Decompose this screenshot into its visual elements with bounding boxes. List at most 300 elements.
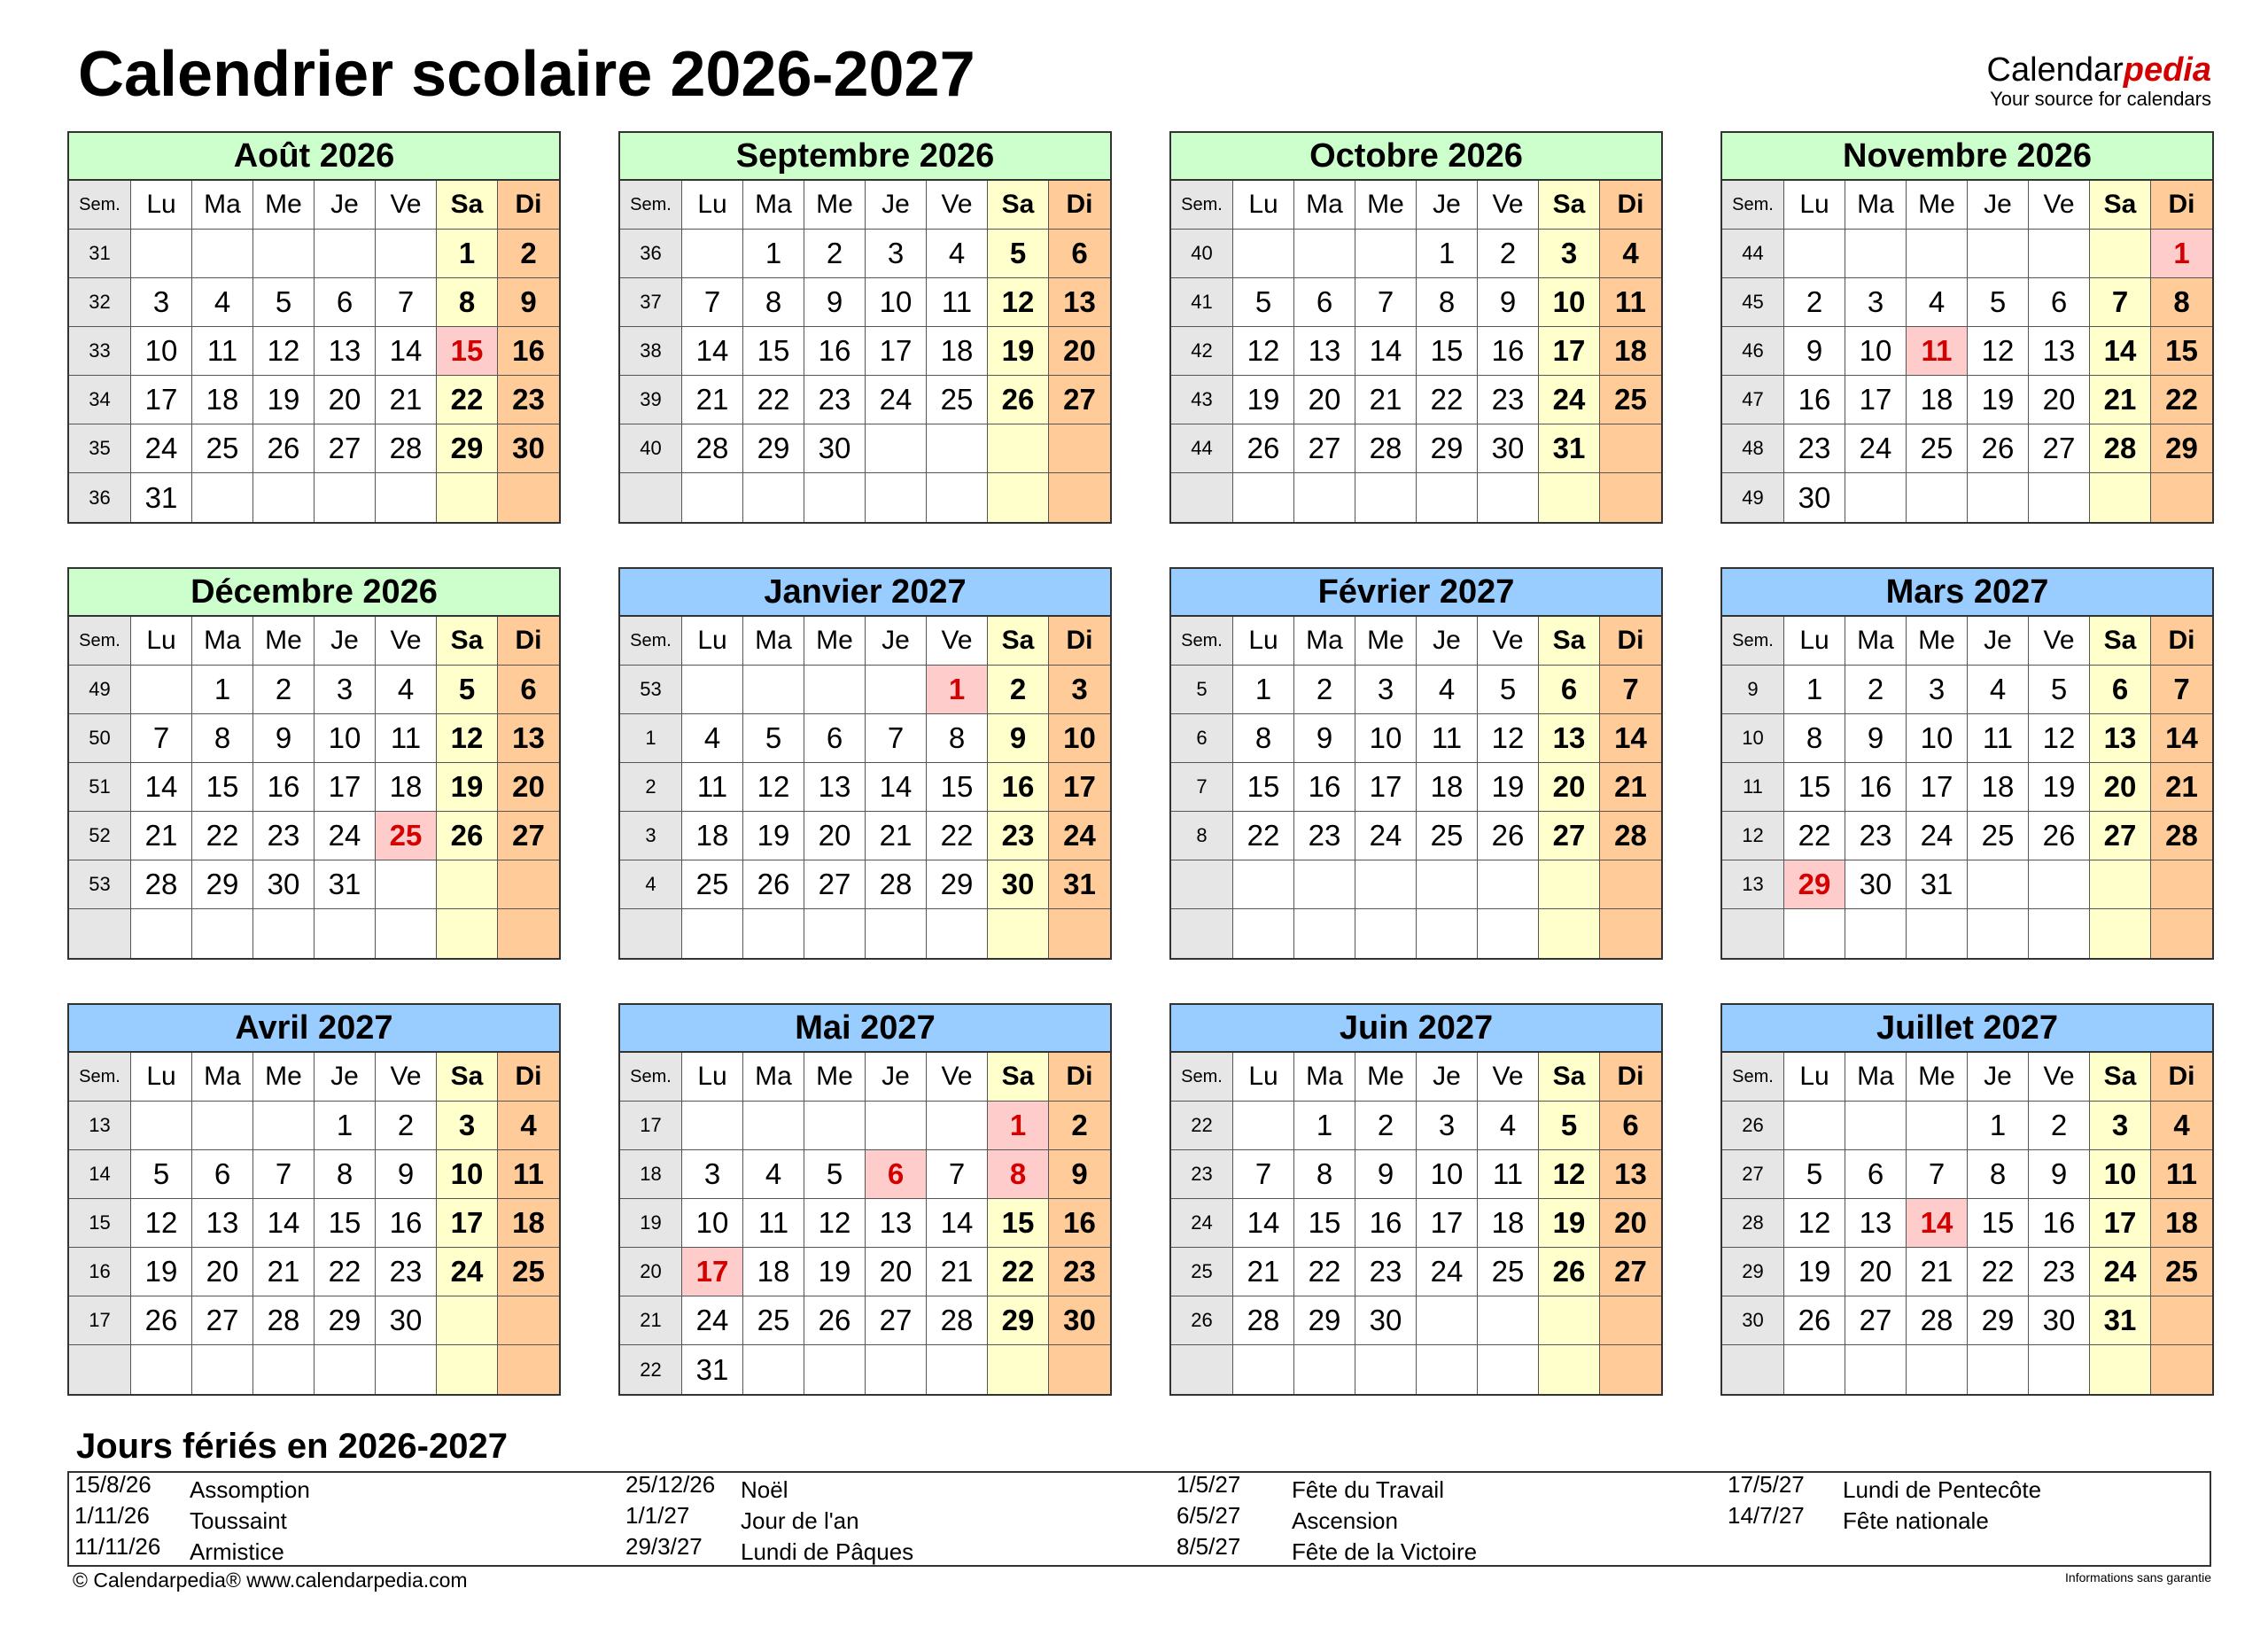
weekday-header: Lu	[1233, 1053, 1294, 1102]
day-cell	[253, 1102, 315, 1150]
day-cell: 3	[437, 1102, 498, 1150]
day-cell	[437, 909, 498, 958]
day-cell: 19	[437, 763, 498, 812]
day-cell: 25	[682, 860, 743, 909]
day-cell: 29	[988, 1296, 1049, 1345]
weekday-header: Di	[2151, 1053, 2212, 1102]
day-cell: 8	[1968, 1150, 2029, 1199]
day-cell	[1355, 1345, 1417, 1394]
day-cell: 19	[804, 1248, 866, 1296]
month-grid	[69, 181, 559, 522]
weekday-header: Lu	[682, 617, 743, 666]
day-cell	[804, 1345, 866, 1394]
weekday-header: Di	[1600, 1053, 1661, 1102]
month-title: Mai 2027	[620, 1005, 1110, 1053]
day-cell: 1	[1968, 1102, 2029, 1150]
day-cell: 13	[2090, 714, 2151, 763]
day-cell: 15	[192, 763, 253, 812]
day-cell	[1907, 909, 1968, 958]
day-cell: 14	[682, 327, 743, 376]
holiday-row	[1722, 1473, 2254, 1504]
holidays-column	[1722, 1473, 2254, 1535]
day-cell: 19	[1233, 376, 1294, 424]
day-cell: 13	[315, 327, 376, 376]
day-cell: 21	[2090, 376, 2151, 424]
day-cell: 2	[988, 666, 1049, 714]
day-cell: 5	[253, 278, 315, 327]
month-calendar	[618, 131, 1112, 524]
month-title: Avril 2027	[69, 1005, 559, 1053]
weekday-header: Di	[2151, 617, 2212, 666]
weekday-header: Sa	[988, 1053, 1049, 1102]
month-calendar	[67, 131, 561, 524]
day-cell: 1	[1784, 666, 1845, 714]
day-cell: 19	[2029, 763, 2090, 812]
day-cell: 22	[743, 376, 804, 424]
day-cell: 21	[253, 1248, 315, 1296]
holiday-day-cell: 8	[988, 1150, 1049, 1199]
day-cell	[682, 909, 743, 958]
day-cell: 5	[1968, 278, 2029, 327]
holiday-day-cell: 1	[927, 666, 988, 714]
week-number: 26	[1171, 1296, 1233, 1345]
day-cell: 2	[498, 230, 559, 278]
day-cell: 26	[743, 860, 804, 909]
day-cell: 2	[1294, 666, 1355, 714]
weekday-header: Di	[1600, 181, 1661, 230]
weekday-header: Ve	[1478, 1053, 1539, 1102]
day-cell	[1968, 230, 2029, 278]
holiday-name: Armistice	[190, 1538, 284, 1565]
holiday-day-cell: 14	[1907, 1199, 1968, 1248]
day-cell: 24	[131, 424, 192, 473]
day-cell: 25	[2151, 1248, 2212, 1296]
holiday-day-cell: 1	[2151, 230, 2212, 278]
month-title: Décembre 2026	[69, 569, 559, 617]
day-cell: 22	[1417, 376, 1478, 424]
holiday-name: Lundi de Pâques	[741, 1538, 914, 1565]
day-cell: 11	[1417, 714, 1478, 763]
day-cell: 17	[131, 376, 192, 424]
day-cell: 16	[1784, 376, 1845, 424]
day-cell: 11	[1968, 714, 2029, 763]
day-cell	[1478, 473, 1539, 522]
holiday-date: 1/1/27	[625, 1502, 690, 1529]
day-cell: 11	[376, 714, 437, 763]
holiday-day-cell: 1	[988, 1102, 1049, 1150]
day-cell: 23	[1784, 424, 1845, 473]
week-number: 14	[69, 1150, 131, 1199]
day-cell	[743, 909, 804, 958]
day-cell: 23	[253, 812, 315, 860]
week-number	[1171, 909, 1233, 958]
day-cell: 3	[866, 230, 927, 278]
holiday-row	[620, 1473, 1152, 1504]
day-cell: 31	[1539, 424, 1600, 473]
month-title: Janvier 2027	[620, 569, 1110, 617]
month-title: Septembre 2026	[620, 133, 1110, 181]
holiday-date: 6/5/27	[1177, 1502, 1241, 1529]
holiday-row	[1171, 1473, 1703, 1504]
day-cell: 2	[1478, 230, 1539, 278]
day-cell: 4	[682, 714, 743, 763]
week-number: 45	[1722, 278, 1784, 327]
day-cell	[1233, 1102, 1294, 1150]
day-cell: 5	[804, 1150, 866, 1199]
day-cell: 23	[2029, 1248, 2090, 1296]
day-cell: 8	[437, 278, 498, 327]
day-cell: 4	[1478, 1102, 1539, 1150]
day-cell: 10	[315, 714, 376, 763]
weekday-header: Me	[253, 181, 315, 230]
day-cell	[1049, 473, 1110, 522]
weekday-header: Ve	[376, 617, 437, 666]
day-cell	[2151, 1345, 2212, 1394]
day-cell	[1417, 909, 1478, 958]
weekday-header: Me	[1355, 181, 1417, 230]
day-cell: 16	[253, 763, 315, 812]
month-calendar	[67, 1003, 561, 1396]
week-number: 44	[1722, 230, 1784, 278]
day-cell: 25	[1478, 1248, 1539, 1296]
day-cell: 26	[1233, 424, 1294, 473]
holiday-day-cell: 29	[1784, 860, 1845, 909]
weekday-header: Je	[1417, 617, 1478, 666]
day-cell: 31	[131, 473, 192, 522]
holiday-row	[1722, 1504, 2254, 1535]
day-cell: 1	[743, 230, 804, 278]
holiday-day-cell: 11	[1907, 327, 1968, 376]
day-cell: 4	[376, 666, 437, 714]
weekday-header: Sa	[2090, 617, 2151, 666]
day-cell: 16	[376, 1199, 437, 1248]
day-cell: 27	[1539, 812, 1600, 860]
day-cell: 11	[1478, 1150, 1539, 1199]
weekday-header: Ma	[1845, 1053, 1907, 1102]
day-cell: 4	[1417, 666, 1478, 714]
day-cell	[1907, 230, 1968, 278]
day-cell	[1478, 1296, 1539, 1345]
day-cell: 18	[743, 1248, 804, 1296]
day-cell	[1294, 473, 1355, 522]
day-cell	[192, 230, 253, 278]
day-cell	[1784, 230, 1845, 278]
day-cell	[437, 1296, 498, 1345]
week-number: 30	[1722, 1296, 1784, 1345]
holiday-row	[620, 1504, 1152, 1535]
holiday-date: 11/11/26	[74, 1533, 161, 1560]
day-cell: 20	[804, 812, 866, 860]
month-calendar	[1169, 1003, 1663, 1396]
day-cell: 3	[1907, 666, 1968, 714]
day-cell: 9	[1294, 714, 1355, 763]
day-cell	[927, 1345, 988, 1394]
day-cell: 14	[376, 327, 437, 376]
day-cell: 3	[1417, 1102, 1478, 1150]
day-cell	[2151, 860, 2212, 909]
day-cell	[866, 424, 927, 473]
day-cell	[131, 230, 192, 278]
day-cell: 29	[1968, 1296, 2029, 1345]
day-cell: 14	[2151, 714, 2212, 763]
day-cell: 17	[866, 327, 927, 376]
weekday-header: Ve	[1478, 617, 1539, 666]
weekday-header: Lu	[682, 1053, 743, 1102]
day-cell	[253, 909, 315, 958]
day-cell: 29	[315, 1296, 376, 1345]
day-cell	[1784, 1345, 1845, 1394]
weekday-header: Sa	[2090, 181, 2151, 230]
holiday-name: Noël	[741, 1476, 788, 1503]
day-cell	[498, 473, 559, 522]
day-cell: 28	[376, 424, 437, 473]
day-cell: 12	[2029, 714, 2090, 763]
day-cell: 8	[1784, 714, 1845, 763]
weekday-header: Me	[1355, 1053, 1417, 1102]
day-cell: 31	[315, 860, 376, 909]
day-cell: 22	[927, 812, 988, 860]
day-cell: 14	[2090, 327, 2151, 376]
day-cell: 24	[682, 1296, 743, 1345]
day-cell: 16	[1049, 1199, 1110, 1248]
day-cell	[1294, 230, 1355, 278]
day-cell	[376, 1345, 437, 1394]
day-cell: 24	[1845, 424, 1907, 473]
day-cell: 24	[866, 376, 927, 424]
day-cell: 12	[253, 327, 315, 376]
day-cell: 12	[804, 1199, 866, 1248]
week-number: 24	[1171, 1199, 1233, 1248]
day-cell: 6	[1845, 1150, 1907, 1199]
day-cell	[315, 909, 376, 958]
week-number: 36	[69, 473, 131, 522]
day-cell	[1600, 909, 1661, 958]
month-calendar	[1169, 131, 1663, 524]
month-calendar	[1720, 567, 2214, 960]
week-number: 10	[1722, 714, 1784, 763]
day-cell: 21	[1600, 763, 1661, 812]
day-cell: 5	[1784, 1150, 1845, 1199]
brand-tagline: Your source for calendars	[1990, 88, 2211, 110]
day-cell: 4	[2151, 1102, 2212, 1150]
day-cell	[1294, 909, 1355, 958]
day-cell	[804, 1102, 866, 1150]
day-cell: 20	[1539, 763, 1600, 812]
day-cell	[804, 473, 866, 522]
week-number: 22	[620, 1345, 682, 1394]
day-cell: 14	[1355, 327, 1417, 376]
day-cell: 10	[1355, 714, 1417, 763]
holiday-day-cell: 15	[437, 327, 498, 376]
weekday-header: Je	[1968, 181, 2029, 230]
day-cell	[927, 909, 988, 958]
day-cell	[866, 1102, 927, 1150]
day-cell: 28	[927, 1296, 988, 1345]
day-cell: 22	[1784, 812, 1845, 860]
day-cell	[1049, 909, 1110, 958]
day-cell	[1233, 230, 1294, 278]
holiday-name: Assomption	[190, 1476, 310, 1503]
day-cell	[1294, 860, 1355, 909]
day-cell	[927, 473, 988, 522]
day-cell: 21	[866, 812, 927, 860]
day-cell	[253, 230, 315, 278]
day-cell: 26	[253, 424, 315, 473]
holiday-name: Fête nationale	[1843, 1507, 1989, 1534]
holiday-row	[620, 1535, 1152, 1566]
day-cell	[2090, 230, 2151, 278]
day-cell: 25	[1417, 812, 1478, 860]
day-cell	[1968, 473, 2029, 522]
day-cell	[1968, 860, 2029, 909]
day-cell: 10	[1417, 1150, 1478, 1199]
week-number	[620, 473, 682, 522]
day-cell: 13	[2029, 327, 2090, 376]
day-cell: 15	[315, 1199, 376, 1248]
day-cell: 14	[1600, 714, 1661, 763]
day-cell: 26	[988, 376, 1049, 424]
day-cell: 20	[1049, 327, 1110, 376]
day-cell: 12	[743, 763, 804, 812]
holiday-name: Fête de la Victoire	[1292, 1538, 1478, 1565]
week-number: 23	[1171, 1150, 1233, 1199]
holiday-name: Ascension	[1292, 1507, 1398, 1534]
weekday-header: Sa	[437, 1053, 498, 1102]
day-cell: 22	[437, 376, 498, 424]
holiday-date: 29/3/27	[625, 1533, 703, 1560]
holiday-name: Jour de l'an	[741, 1507, 859, 1534]
day-cell: 19	[253, 376, 315, 424]
day-cell: 8	[2151, 278, 2212, 327]
day-cell	[376, 473, 437, 522]
day-cell: 17	[1907, 763, 1968, 812]
day-cell: 20	[2029, 376, 2090, 424]
day-cell	[1355, 473, 1417, 522]
week-number: 12	[1722, 812, 1784, 860]
day-cell: 15	[1233, 763, 1294, 812]
week-number	[1171, 860, 1233, 909]
week-number: 48	[1722, 424, 1784, 473]
day-cell: 4	[1907, 278, 1968, 327]
weekday-header: Je	[315, 617, 376, 666]
weekday-header: Ve	[376, 181, 437, 230]
week-number: 4	[620, 860, 682, 909]
day-cell	[988, 909, 1049, 958]
day-cell	[376, 909, 437, 958]
day-cell: 13	[1600, 1150, 1661, 1199]
weekday-header: Me	[1907, 181, 1968, 230]
weekday-header: Me	[253, 1053, 315, 1102]
weekday-header: Je	[1968, 1053, 2029, 1102]
week-header: Sem.	[1171, 1053, 1233, 1102]
day-cell: 28	[1355, 424, 1417, 473]
day-cell: 9	[376, 1150, 437, 1199]
day-cell: 21	[927, 1248, 988, 1296]
day-cell	[315, 1345, 376, 1394]
day-cell	[1907, 473, 1968, 522]
week-number	[1722, 909, 1784, 958]
week-number	[1722, 1345, 1784, 1394]
holiday-row	[1171, 1504, 1703, 1535]
day-cell: 17	[1539, 327, 1600, 376]
day-cell	[498, 1345, 559, 1394]
weekday-header: Ma	[1294, 1053, 1355, 1102]
day-cell: 12	[1539, 1150, 1600, 1199]
day-cell: 10	[2090, 1150, 2151, 1199]
day-cell: 24	[2090, 1248, 2151, 1296]
day-cell: 28	[131, 860, 192, 909]
week-header: Sem.	[1171, 181, 1233, 230]
day-cell	[1049, 424, 1110, 473]
day-cell: 21	[1233, 1248, 1294, 1296]
weekday-header: Me	[1355, 617, 1417, 666]
day-cell: 15	[1417, 327, 1478, 376]
month-calendar	[67, 567, 561, 960]
day-cell: 19	[988, 327, 1049, 376]
day-cell	[192, 1345, 253, 1394]
day-cell: 2	[376, 1102, 437, 1150]
day-cell: 5	[2029, 666, 2090, 714]
week-header: Sem.	[1722, 1053, 1784, 1102]
day-cell: 27	[1600, 1248, 1661, 1296]
day-cell	[1845, 473, 1907, 522]
day-cell: 27	[866, 1296, 927, 1345]
day-cell	[437, 860, 498, 909]
day-cell: 2	[253, 666, 315, 714]
day-cell	[253, 473, 315, 522]
week-number: 22	[1171, 1102, 1233, 1150]
day-cell	[1968, 1345, 2029, 1394]
weekday-header: Ma	[1294, 181, 1355, 230]
day-cell: 16	[1845, 763, 1907, 812]
day-cell: 7	[927, 1150, 988, 1199]
day-cell	[1539, 909, 1600, 958]
weekday-header: Lu	[131, 181, 192, 230]
day-cell: 4	[1600, 230, 1661, 278]
day-cell: 17	[1049, 763, 1110, 812]
day-cell: 15	[1784, 763, 1845, 812]
day-cell	[682, 1102, 743, 1150]
day-cell: 6	[2090, 666, 2151, 714]
day-cell	[1478, 860, 1539, 909]
weekday-header: Di	[498, 1053, 559, 1102]
day-cell: 3	[131, 278, 192, 327]
week-number: 13	[69, 1102, 131, 1150]
day-cell: 17	[1417, 1199, 1478, 1248]
month-title: Août 2026	[69, 133, 559, 181]
weekday-header: Ve	[376, 1053, 437, 1102]
week-number: 20	[620, 1248, 682, 1296]
day-cell: 9	[1355, 1150, 1417, 1199]
month-title: Octobre 2026	[1171, 133, 1661, 181]
month-title: Mars 2027	[1722, 569, 2212, 617]
day-cell: 20	[192, 1248, 253, 1296]
day-cell: 25	[743, 1296, 804, 1345]
day-cell: 22	[1233, 812, 1294, 860]
week-number: 8	[1171, 812, 1233, 860]
day-cell: 25	[192, 424, 253, 473]
day-cell: 13	[1845, 1199, 1907, 1248]
day-cell: 6	[498, 666, 559, 714]
day-cell: 7	[2151, 666, 2212, 714]
week-number: 33	[69, 327, 131, 376]
weekday-header: Ma	[192, 617, 253, 666]
weekday-header: Sa	[1539, 1053, 1600, 1102]
day-cell: 26	[2029, 812, 2090, 860]
day-cell: 13	[1539, 714, 1600, 763]
weekday-header: Je	[315, 1053, 376, 1102]
day-cell	[131, 1345, 192, 1394]
